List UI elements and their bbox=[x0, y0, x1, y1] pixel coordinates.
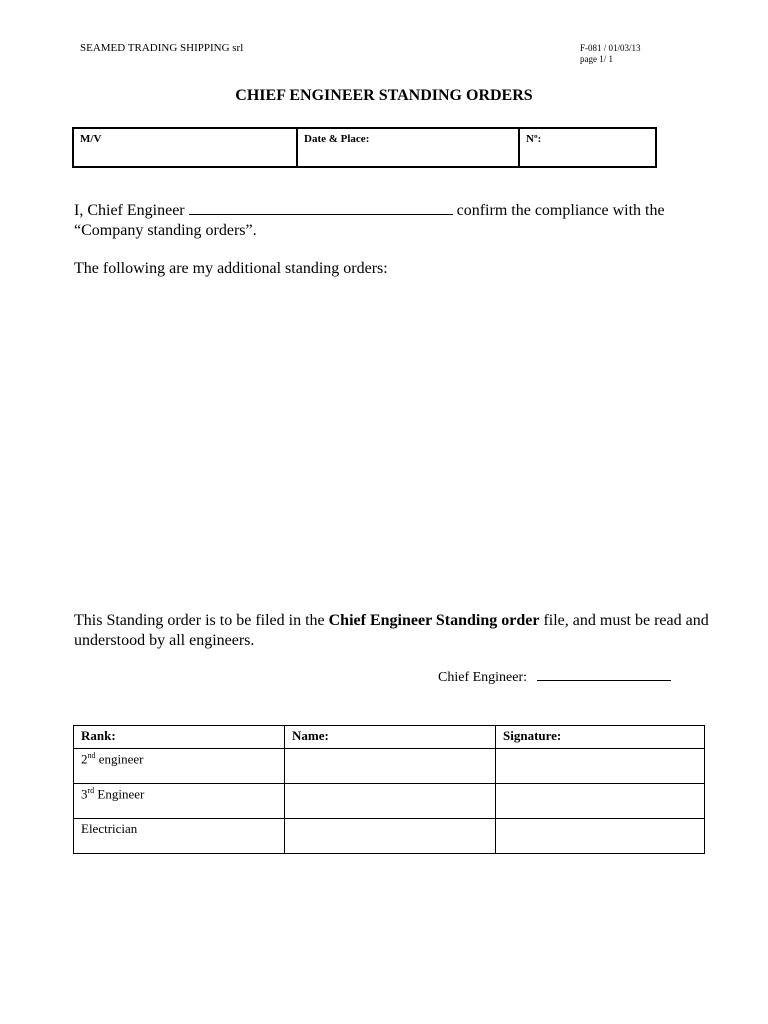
name-cell[interactable] bbox=[285, 784, 496, 819]
number-label: Nº: bbox=[526, 133, 542, 145]
page-title: CHIEF ENGINEER STANDING ORDERS bbox=[235, 87, 533, 104]
signature-blank[interactable] bbox=[537, 668, 671, 681]
filing-text-before: This Standing order is to be filed in the bbox=[74, 612, 325, 629]
form-code: F-081 / 01/03/13 bbox=[580, 43, 641, 53]
header-signature: Signature: bbox=[496, 726, 705, 749]
table-row bbox=[74, 749, 705, 784]
rank-number: 2 bbox=[81, 751, 88, 767]
additional-orders-heading: The following are my additional standing orders: bbox=[74, 260, 388, 277]
header-rank: Rank: bbox=[74, 726, 285, 749]
rank-title: engineer bbox=[95, 751, 144, 767]
rank-ordinal: nd bbox=[87, 751, 96, 760]
signature-cell[interactable] bbox=[496, 819, 705, 854]
name-cell[interactable] bbox=[285, 749, 496, 784]
table-row bbox=[74, 819, 705, 854]
signature-cell[interactable] bbox=[496, 784, 705, 819]
rank-ordinal: rd bbox=[87, 786, 95, 795]
confirmation-prefix: I, Chief Engineer bbox=[74, 202, 185, 219]
confirmation-suffix: confirm the compliance with the “Company standing orders”. bbox=[74, 202, 665, 239]
date-place-field[interactable] bbox=[296, 129, 520, 166]
chief-engineer-name-blank[interactable] bbox=[189, 200, 453, 215]
table-row bbox=[74, 784, 705, 819]
mv-field[interactable] bbox=[74, 129, 296, 166]
header-name: Name: bbox=[285, 726, 496, 749]
rank-cell bbox=[74, 819, 285, 854]
form-code-block bbox=[580, 43, 641, 65]
table-header-row bbox=[74, 726, 705, 749]
rank-number: 3 bbox=[81, 786, 88, 802]
vessel-info-table bbox=[72, 127, 657, 168]
confirmation-paragraph bbox=[74, 200, 714, 241]
date-place-label: Date & Place: bbox=[304, 133, 370, 145]
number-field[interactable] bbox=[520, 129, 655, 166]
rank-title: Engineer bbox=[94, 786, 145, 802]
rank-title: Electrician bbox=[81, 821, 138, 836]
name-cell[interactable] bbox=[285, 819, 496, 854]
mv-label: M/V bbox=[80, 133, 102, 145]
rank-cell bbox=[74, 749, 285, 784]
filing-paragraph bbox=[74, 611, 714, 651]
page-number: page 1/ 1 bbox=[580, 54, 613, 64]
filing-text-bold: Chief Engineer Standing order bbox=[328, 612, 540, 629]
filing-text-after: file, and must be read and understood by all engineers. bbox=[74, 612, 709, 649]
company-name: SEAMED TRADING SHIPPING srl bbox=[80, 42, 244, 54]
signature-label: Chief Engineer: bbox=[438, 670, 528, 685]
rank-cell bbox=[74, 784, 285, 819]
chief-engineer-signature bbox=[438, 668, 671, 686]
rank-signature-table bbox=[73, 725, 705, 854]
signature-cell[interactable] bbox=[496, 749, 705, 784]
